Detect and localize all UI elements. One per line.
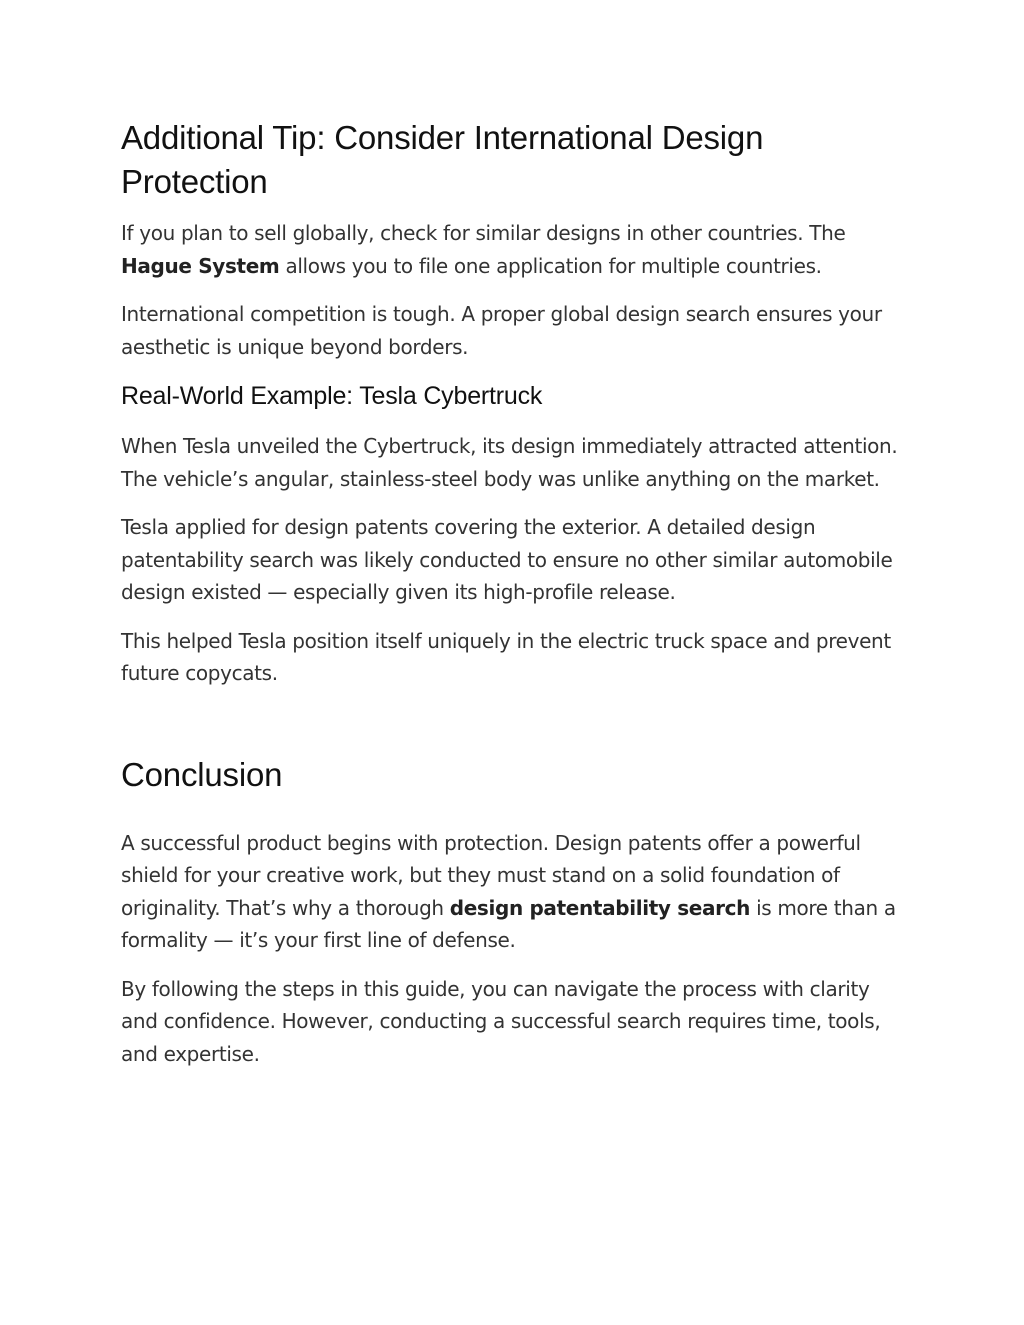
text-segment: allows you to file one application for multiple countries.: [279, 253, 822, 278]
paragraph-following-steps: By following the steps in this guide, you can navigate the process with clarity and confidence. However, conducting a successful search requires time, tools, and expertise.: [121, 976, 881, 1066]
paragraph-international-competition: International competition is tough. A proper global design search ensures your aesthetic is unique beyond borders.: [121, 302, 882, 359]
bold-design-patentability-search: design patentability search: [449, 895, 751, 920]
paragraph-tesla-position: This helped Tesla position itself uniquely in the electric truck space and prevent future copycats.: [121, 628, 891, 685]
paragraph-tesla-design-patents: Tesla applied for design patents covering the exterior. A detailed design patentability search was likely conducted to ensure no other similar automobile design existed — especially given its high-profile release.: [121, 515, 893, 604]
heading-international-protection: Additional Tip: Consider International Design Protection: [121, 119, 764, 200]
bold-hague-system: Hague System: [121, 253, 280, 278]
paragraph-successful-product: [121, 827, 911, 957]
paragraph-sell-globally: [121, 217, 911, 282]
text-segment: is more than a formality — it’s your first line of defense.: [121, 895, 896, 952]
heading-conclusion: Conclusion: [121, 755, 283, 793]
text-segment: A successful product begins with protection. Design patents offer a powerful shield for your creative work, but they must stand on a solid foundation of originality. That’s why a thorough: [121, 830, 861, 920]
paragraph-cybertruck-unveiled: When Tesla unveiled the Cybertruck, its design immediately attracted attention. The vehicle’s angular, stainless-steel body was unlike anything on the market.: [121, 434, 898, 491]
document-page: [121, 116, 911, 1070]
heading-tesla-example: Real-World Example: Tesla Cybertruck: [121, 382, 543, 410]
text-segment: If you plan to sell globally, check for similar designs in other countries. The: [121, 221, 846, 245]
